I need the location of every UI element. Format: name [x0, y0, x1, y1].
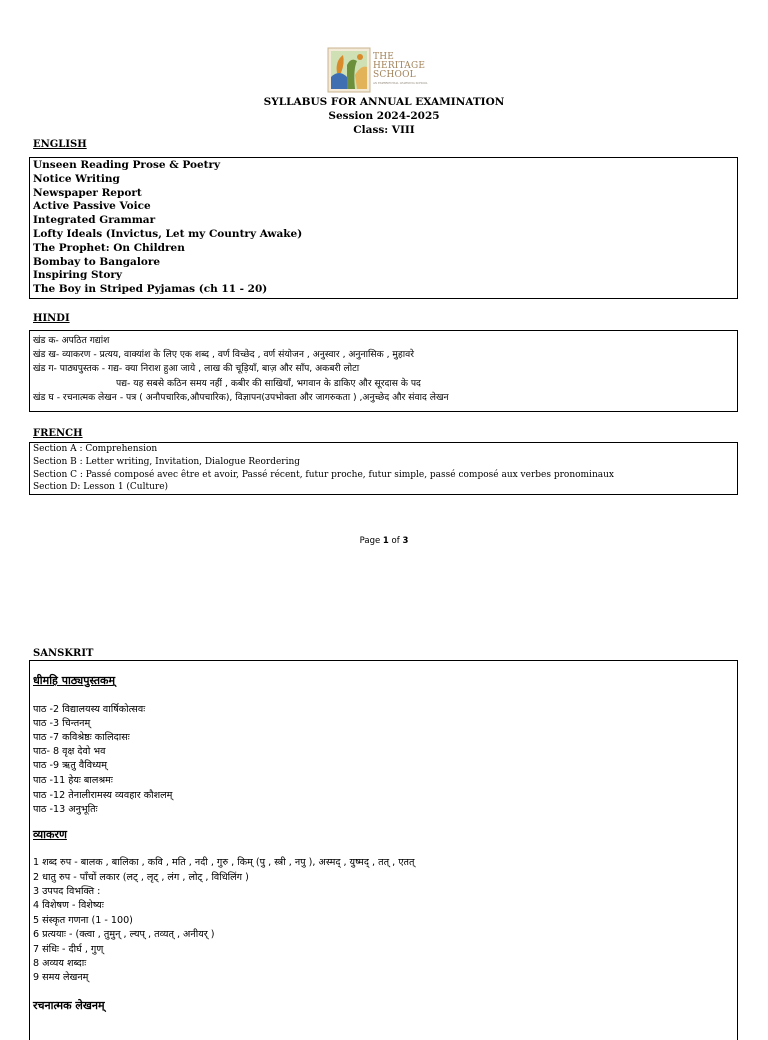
sanskrit-grammar-item: 6 प्रत्ययाः - (क्त्वा , तुमुन् , ल्यप् , तव्यत् , अनीयर् ) — [33, 929, 215, 940]
document-title: SYLLABUS FOR ANNUAL EXAMINATION — [263, 96, 505, 108]
sanskrit-grammar-item: 3 उपपद विभक्ति : — [33, 886, 101, 897]
english-topic: Bombay to Bangalore — [33, 255, 161, 268]
english-topic: The Prophet: On Children — [33, 241, 185, 254]
english-topic: Inspiring Story — [33, 269, 123, 282]
french-line: Section A : Comprehension — [33, 444, 158, 454]
french-line: Section D: Lesson 1 (Culture) — [33, 482, 169, 493]
sanskrit-lesson: पाठ- 8 वृक्ष देवो भव — [33, 746, 106, 757]
french-section-label: FRENCH — [33, 428, 83, 439]
sanskrit-grammar-item: 8 अव्यय शब्दाः — [33, 958, 87, 969]
logo-tagline: AN EXPERIENTIAL LEARNING SCHOOL — [373, 82, 428, 85]
sanskrit-grammar-heading: व्याकरण — [33, 828, 67, 841]
sanskrit-lesson: पाठ -7 कविश्रेष्ठः कालिदासः — [33, 732, 130, 743]
page-number — [0, 536, 768, 546]
french-syllabus-box — [29, 442, 738, 495]
english-topic: Unseen Reading Prose & Poetry — [33, 159, 221, 171]
sanskrit-grammar-item: 1 शब्द रुप - बालक , बालिका , कवि , मति , नदी , गुरु , किम् (पु , स्त्री , नपु ), अस्मद् , युष्मद् , तत् , एतत् — [33, 857, 415, 868]
page-of: of — [388, 536, 403, 546]
sanskrit-section-label: SANSKRIT — [33, 648, 94, 659]
sanskrit-book-heading: धीमहि पाठ्यपुस्तकम् — [33, 674, 116, 687]
english-topic: Lofty Ideals (Invictus, Let my Country Awake) — [33, 227, 303, 240]
sanskrit-grammar-item: 9 समय लेखनम् — [33, 972, 89, 983]
hindi-line: पद्य- यह सबसे कठिन समय नहीं , कबीर की साखियाँ, भगवान के डाकिए और सूरदास के पद — [116, 377, 421, 389]
english-topic-list — [30, 159, 737, 297]
sanskrit-writing-heading: रचनात्मक लेखनम् — [33, 999, 105, 1012]
sanskrit-lesson: पाठ -9 ऋतु वैविध्यम् — [33, 760, 107, 771]
school-logo — [327, 47, 433, 93]
english-topic: Newspaper Report — [33, 186, 142, 199]
hindi-line: खंड क- अपठित गद्यांश — [33, 335, 110, 346]
sanskrit-lesson: पाठ -2 विद्यालयस्य वार्षिकोत्सवः — [33, 704, 146, 715]
french-line: Section B : Letter writing, Invitation, Dialogue Reordering — [33, 456, 301, 467]
sanskrit-lesson: पाठ -13 अनुभूतिः — [33, 804, 98, 815]
hindi-line: खंड ग- पाठ्यपुस्तक - गद्य- क्या निराश हुआ जाये , लाख की चूड़ियाँ, बाज़ और साँप, अकबरी लोटा — [33, 363, 360, 375]
session-label: Session 2024-2025 — [328, 110, 440, 122]
english-syllabus-box — [29, 157, 738, 299]
sanskrit-grammar-item: 5 संस्कृत गणना (1 - 100) — [33, 915, 133, 926]
sanskrit-lesson: पाठ -12 तेनालीरामस्य व्यवहार कौशलम् — [33, 790, 173, 801]
page-prefix: Page — [359, 536, 383, 546]
page-total: 3 — [402, 536, 409, 546]
sanskrit-grammar-item: 4 विशेषण - विशेष्यः — [33, 900, 104, 911]
sanskrit-syllabus-box — [29, 660, 738, 1040]
hindi-section-label: HINDI — [33, 313, 70, 324]
hindi-line: खंड ख- व्याकरण - प्रत्यय, वाक्यांश के लिए एक शब्द , वर्ण विच्छेद , वर्ण संयोजन , अनुस्वार , अनुनासिक , मुहावरे — [33, 349, 415, 361]
english-topic: Active Passive Voice — [33, 200, 151, 213]
hindi-syllabus-box — [29, 330, 738, 412]
english-topic: The Boy in Striped Pyjamas (ch 11 - 20) — [33, 283, 268, 296]
logo-name: THE HERITAGE SCHOOL — [373, 52, 426, 80]
english-topic: Notice Writing — [33, 172, 120, 185]
page-current: 1 — [382, 536, 389, 546]
sanskrit-grammar-item: 2 धातु रुप - पाँचों लकार (लट् , लृट् , लंग , लोट् , विधिलिंग ) — [33, 872, 249, 883]
sanskrit-grammar-item: 7 संधिः - दीर्घ , गुण् — [33, 944, 104, 955]
class-label: Class: VIII — [353, 124, 415, 136]
sanskrit-lesson: पाठ -11 हेयः बालश्रमः — [33, 775, 113, 786]
school-emblem-icon — [327, 47, 371, 93]
hindi-line: खंड घ - रचनात्मक लेखन - पत्र ( अनौपचारिक,औपचारिक), विज्ञापन(उपभोक्ता और जागरुकता ) ,अनुच्छेद और संवाद लेखन — [33, 391, 449, 403]
sanskrit-lesson: पाठ -3 चिन्तनम् — [33, 718, 91, 729]
english-section-label: ENGLISH — [33, 139, 87, 150]
english-topic: Integrated Grammar — [33, 214, 156, 227]
french-line: Section C : Passé composé avec être et avoir, Passé récent, futur proche, futur simple, passé composé aux verbes pronominaux — [33, 469, 614, 480]
